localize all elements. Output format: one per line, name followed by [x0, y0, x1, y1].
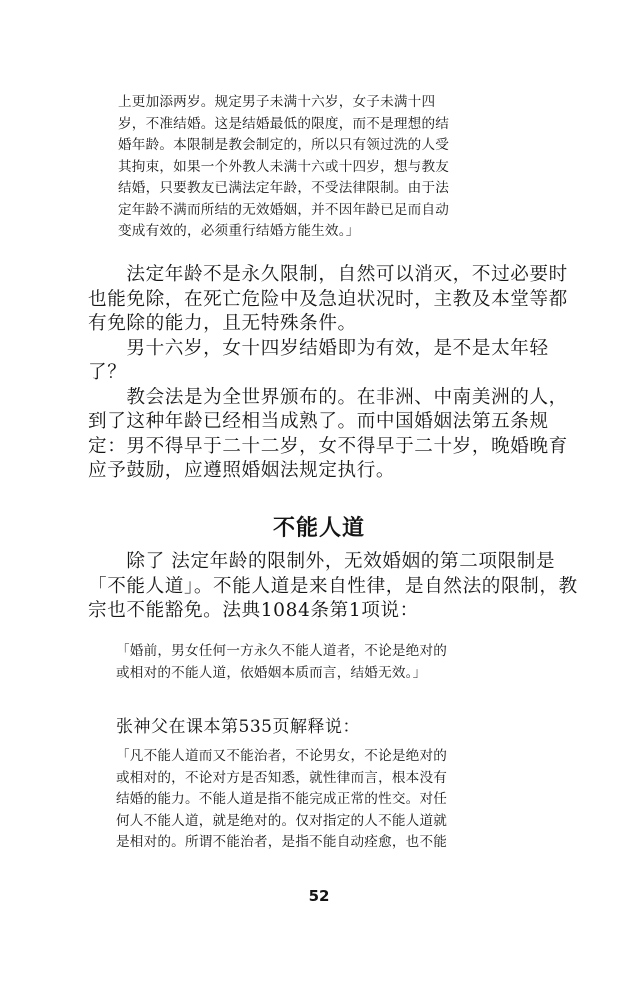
- quote-line: 其拘束，如果一个外教人未满十六或十四岁，想与教友: [118, 158, 450, 175]
- quote-line: 是相对的。所谓不能治者，是指不能自动痊愈，也不能: [116, 834, 448, 850]
- body-text-mid: [88, 553, 578, 627]
- quote-block-mid: [116, 645, 447, 688]
- quote-line: 何人不能人道，就是绝对的。仅对指定的人不能人道就: [116, 812, 448, 829]
- body-text-top: [88, 266, 568, 487]
- quote-block-bottom: [116, 750, 447, 858]
- quote-line: 变成有效的，必须重行结婚方能生效。」: [118, 223, 360, 239]
- quote-line: 或相对的不能人道，依婚姻本质而言，结婚无效。」: [116, 664, 427, 681]
- body-line: 男十六岁，女十四岁结婚即为有效，是不是太年轻: [88, 337, 549, 359]
- body-line: 应予鼓励，应遵照婚姻法规定执行。: [88, 460, 396, 481]
- quote-line: 结婚的能力。不能人道是指不能完成正常的性交。对任: [116, 791, 448, 807]
- body-line: 除了 法定年龄的限制外，无效婚姻的第二项限制是: [88, 551, 556, 572]
- section-heading: 不能人道: [272, 516, 365, 541]
- quote-line: 婚年龄。本限制是教会制定的，所以只有领过洗的人受: [118, 137, 450, 153]
- body-line: 法定年龄不是永久限制，自然可以消灭，不过必要时: [88, 264, 568, 285]
- quote-block-top: [118, 96, 449, 247]
- body-line: 有免除的能力，且无特殊条件。: [88, 313, 357, 334]
- quote-line: 「凡不能人道而又不能治者，不论男女，不论是绝对的: [116, 748, 448, 764]
- page-number: 52: [308, 887, 330, 905]
- quote-line: 或相对的，不论对方是否知悉，就性律而言，根本没有: [116, 769, 448, 786]
- quote-line: 结婚，只要教友已满法定年龄，不受法律限制。由于法: [118, 180, 450, 196]
- citation-intro: 张神父在课本第535页解释说：: [116, 717, 360, 737]
- body-line: 「不能人道」。不能人道是来自性律，是自然法的限制，教: [88, 575, 578, 597]
- quote-line: 定年龄不满而所结的无效婚姻，并不因年龄已足而自动: [118, 201, 450, 218]
- body-line: 也能免除，在死亡危险中及急迫状况时，主教及本堂等都: [88, 288, 568, 310]
- quote-line: 岁，不准结婚。这是结婚最低的限度，而不是理想的结: [118, 115, 450, 132]
- quote-line: 上更加添两岁。规定男子未满十六岁，女子未满十四: [118, 94, 436, 110]
- body-line: 到了这种年龄已经相当成熟了。而中国婚姻法第五条规: [88, 411, 549, 432]
- body-line: 定：男不得早于二十二岁，女不得早于二十岁，晚婚晚育: [88, 435, 568, 457]
- body-line: 教会法是为全世界颁布的。在非洲、中南美洲的人，: [88, 386, 568, 408]
- quote-line: 「婚前，男女任何一方永久不能人道者，不论是绝对的: [116, 643, 448, 659]
- body-line: 宗也不能豁免。法典1084条第1项说：: [88, 600, 419, 621]
- body-line: 了？: [88, 362, 127, 383]
